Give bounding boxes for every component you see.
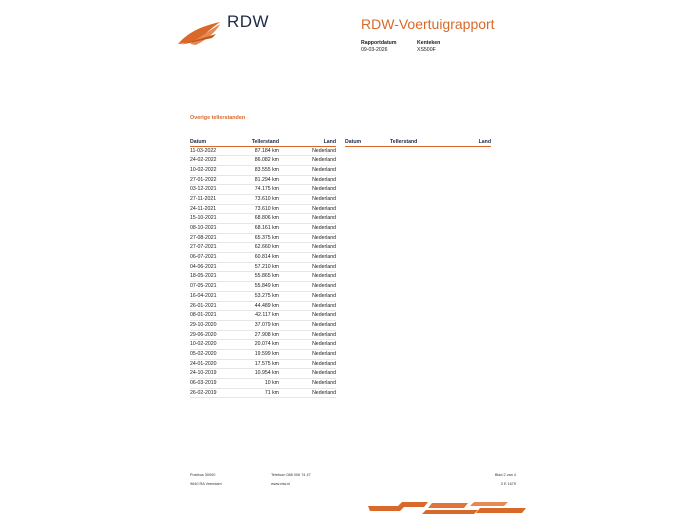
row-date: 06-07-2021 [190,254,217,261]
col-odometer-header-right: Tellerstand [390,139,418,145]
plate-block [417,40,440,54]
col-country-header-right: Land [478,139,491,145]
footer-website[interactable]: www.rdw.nl [271,482,290,486]
table-row [190,360,336,370]
col-odometer-header: Tellerstand [251,139,279,145]
table-row [190,195,336,205]
row-date: 27-07-2021 [190,244,217,251]
plate-label: Kenteken [417,40,441,46]
footer-contact [271,471,311,489]
row-date: 27-11-2021 [190,195,217,202]
table-row [190,156,336,166]
row-country: Nederland [312,147,336,154]
row-odometer: 65.375 km [254,234,279,241]
footer-address-line2: 9640 RA Veendam [190,482,222,486]
report-date-label: Rapportdatum [361,40,397,46]
row-odometer: 10.954 km [254,370,279,377]
row-country: Nederland [312,331,336,338]
row-country: Nederland [312,263,336,270]
row-date: 08-01-2021 [190,312,217,319]
row-date: 10-02-2022 [190,166,217,173]
row-odometer: 10 km [264,380,279,386]
row-date: 24-11-2021 [190,205,217,212]
table-row [190,253,336,263]
logo-text: RDW [227,12,270,31]
row-date: 26-01-2021 [190,302,217,309]
row-odometer: 81.294 km [254,176,279,183]
row-country: Nederland [312,186,336,193]
row-country: Nederland [312,389,336,396]
row-date: 08-10-2021 [190,225,217,231]
row-odometer: 27.908 km [254,331,279,338]
row-country: Nederland [312,292,336,299]
row-odometer: 57.210 km [254,263,279,270]
odometer-table [190,139,336,398]
table-row [190,243,336,253]
row-date: 24-01-2020 [190,360,217,367]
row-odometer: 42.117 km [255,312,279,319]
row-odometer: 68.161 km [254,225,279,231]
table-row [190,147,336,157]
row-date: 26-02-2019 [190,389,217,396]
row-country: Nederland [312,205,336,212]
row-date: 06-03-2019 [190,380,217,386]
row-country: Nederland [312,302,336,309]
table-row [190,311,336,321]
row-odometer: 44.489 km [254,302,279,309]
row-country: Nederland [312,341,336,348]
table-row [190,224,336,234]
table-header-right [345,139,491,147]
table-row [190,389,336,399]
table-row [190,340,336,350]
orange-stripes-decoration [368,500,526,514]
table-row [190,176,336,186]
row-date: 11-03-2022 [190,147,217,154]
table-row [190,205,336,215]
row-odometer: 20.074 km [254,341,279,348]
table-row [190,185,336,195]
row-odometer: 86.082 km [254,157,279,164]
table-row [190,214,336,224]
table-row [190,282,336,292]
col-country-header: Land [323,139,336,145]
row-date: 16-04-2021 [190,292,217,299]
row-country: Nederland [312,350,336,357]
row-country: Nederland [312,166,336,173]
row-odometer: 53.275 km [254,292,279,299]
table-row [190,331,336,341]
report-date-value: 09-03-2026 [361,47,388,53]
table-row [190,321,336,331]
report-date-block [361,40,396,54]
row-date: 18-05-2021 [190,273,217,280]
row-date: 24-10-2019 [190,370,217,377]
table-row [190,302,336,312]
row-country: Nederland [312,254,336,261]
row-odometer: 71 km [264,389,279,396]
table-row [190,263,336,273]
report-title: RDW-Voertuigrapport [361,16,495,32]
row-country: Nederland [312,273,336,280]
row-country: Nederland [312,225,336,231]
odometer-table-right [345,139,491,147]
footer-phone: Telefoon 088 006 74 47 [271,473,311,477]
plate-value: XS500F [417,47,436,53]
row-date: 05-02-2020 [190,350,217,357]
row-odometer: 87.184 km [254,147,279,154]
footer-page-info [466,471,516,489]
col-date-header: Datum [190,139,207,145]
row-odometer: 37.079 km [254,321,279,328]
footer-page: Blad 2 van 4 [494,473,516,477]
row-odometer: 68.806 km [254,215,279,222]
table-row [190,369,336,379]
row-odometer: 19.599 km [254,350,279,357]
row-date: 15-10-2021 [190,215,217,222]
row-date: 29-10-2020 [190,321,217,328]
row-country: Nederland [312,360,336,367]
row-odometer: 60.814 km [254,254,279,261]
table-row [190,379,336,389]
footer-code: 3 E 1679 [500,482,516,486]
row-date: 24-02-2022 [190,157,217,164]
row-odometer: 74.175 km [254,186,279,193]
row-date: 04-06-2021 [190,263,217,270]
row-date: 10-02-2020 [190,341,217,348]
section-title: Overige tellerstanden [190,115,246,121]
row-odometer: 83.555 km [254,166,279,173]
table-body [190,147,336,399]
table-row [190,272,336,282]
footer-address [190,471,222,489]
row-odometer: 55.865 km [254,273,279,280]
row-odometer: 55.849 km [254,283,279,290]
col-date-header-right: Datum [345,139,362,145]
row-country: Nederland [312,370,336,377]
footer-address-line1: Postbus 30000 [190,473,216,477]
row-country: Nederland [312,283,336,290]
row-date: 29-06-2020 [190,331,217,338]
row-country: Nederland [312,215,336,222]
row-country: Nederland [312,380,336,386]
row-date: 27-08-2021 [190,234,217,241]
row-country: Nederland [312,176,336,183]
row-country: Nederland [312,234,336,241]
row-date: 07-05-2021 [190,283,217,290]
row-odometer: 62.660 km [254,244,279,251]
row-date: 03-12-2021 [190,186,217,193]
row-country: Nederland [312,157,336,164]
row-country: Nederland [312,195,336,202]
row-odometer: 17.575 km [254,360,279,367]
table-row [190,166,336,176]
row-odometer: 73.610 km [254,195,279,202]
table-row [190,350,336,360]
row-date: 27-01-2022 [190,176,217,183]
row-country: Nederland [312,312,336,319]
row-odometer: 73.610 km [254,205,279,212]
row-country: Nederland [312,244,336,251]
table-row [190,234,336,244]
table-row [190,292,336,302]
row-country: Nederland [312,321,336,328]
table-header [190,139,336,147]
